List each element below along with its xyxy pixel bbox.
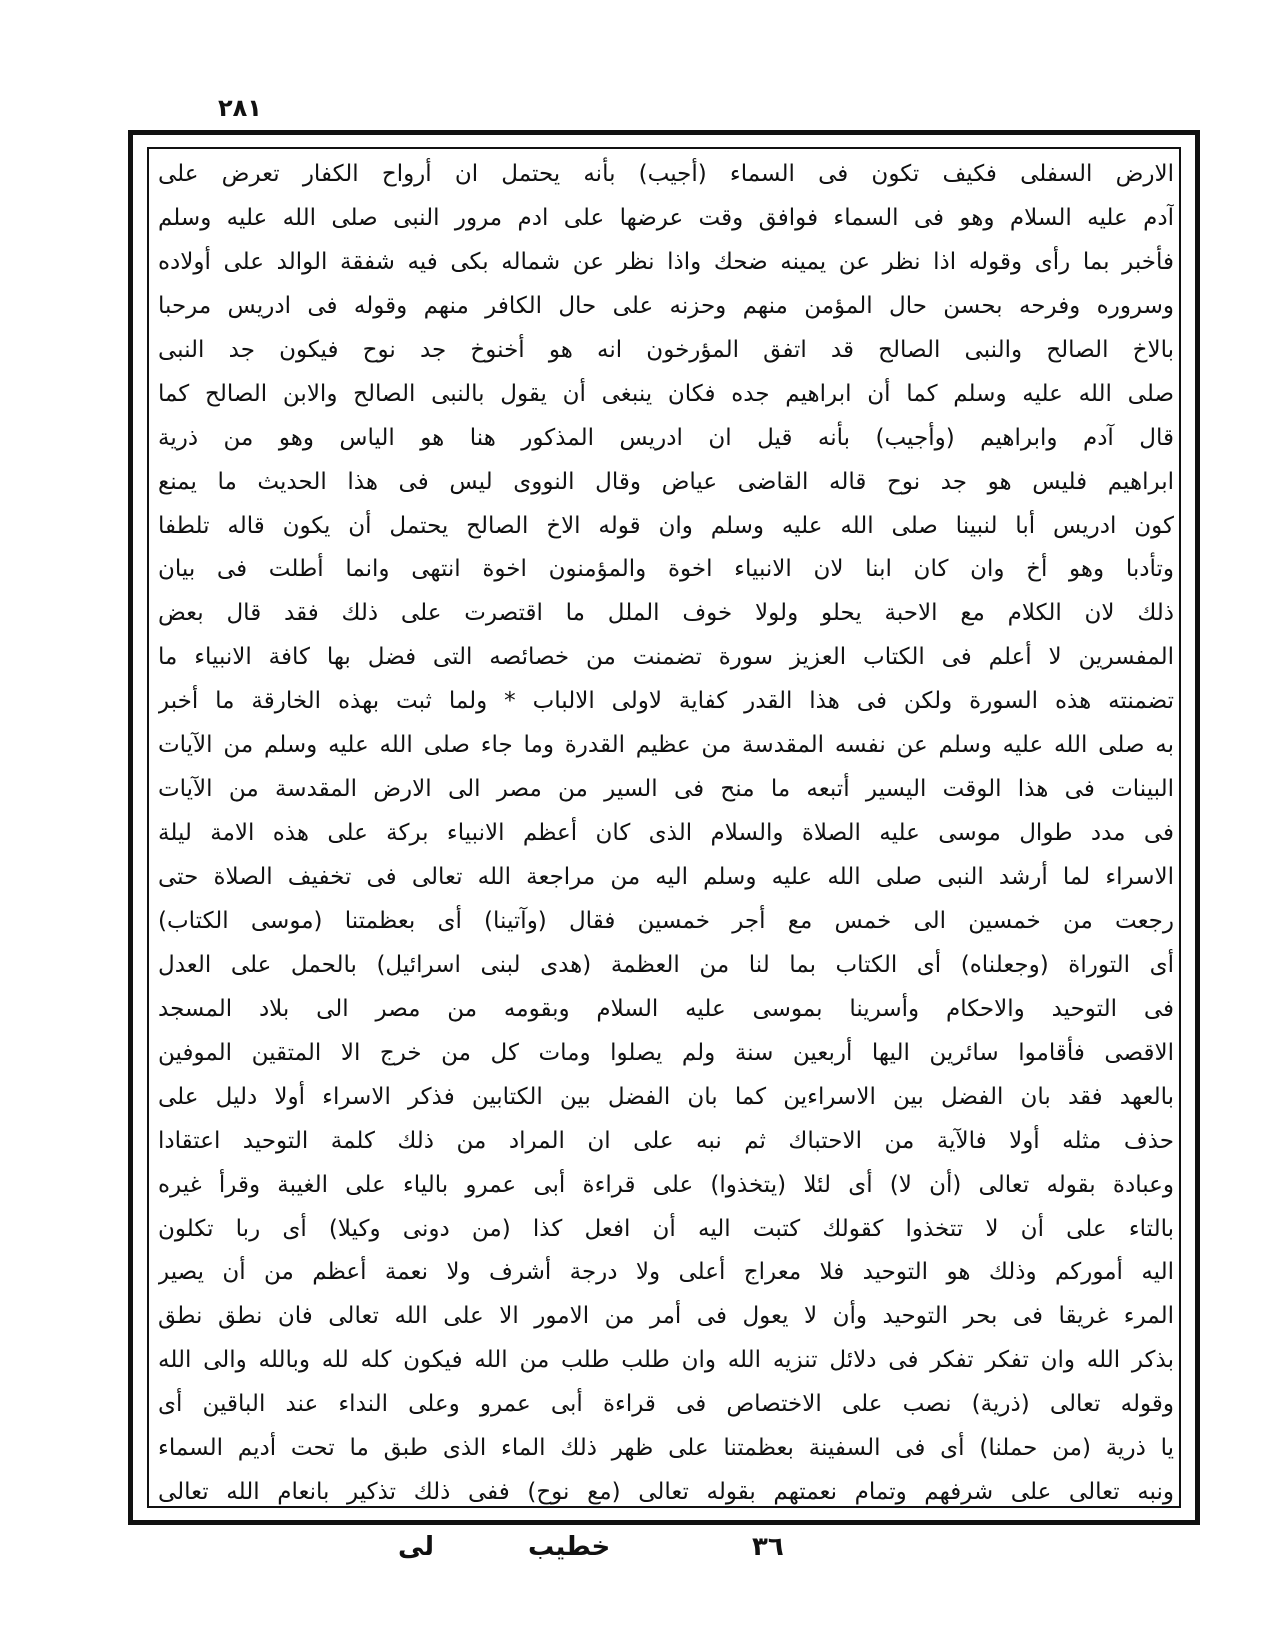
text-line: كون ادريس أبا لنبينا صلى الله عليه وسلم وان قوله الاخ الصالح يحتمل أن يكون قاله تلطفا: [158, 512, 1174, 539]
text-line: بالعهد فقد بان الفضل بين الاسراءين كما بان الفضل بين الكتابين فذكر الاسراء أولا دليل على: [158, 1083, 1174, 1110]
text-line: ابراهيم فليس هو جد نوح قاله القاضى عياض وقال النووى ليس فى هذا الحديث ما يمنع: [158, 468, 1174, 495]
text-line: فى التوحيد والاحكام وأسرينا بموسى عليه السلام وبقومه من مصر الى بلاد المسجد: [158, 995, 1174, 1022]
text-line: الاسراء لما أرشد النبى صلى الله عليه وسلم اليه من مراجعة الله تعالى فى تخفيف الصلاة حتى: [158, 864, 1174, 890]
text-line: به صلى الله عليه وسلم عن نفسه المقدسة من عظيم القدرة وما جاء صلى الله عليه وسلم من الآيات: [158, 732, 1174, 759]
text-line: البينات فى هذا الوقت اليسير أتبعه ما منح فى السير من مصر الى الارض المقدسة من الآيات: [158, 776, 1174, 803]
text-line: قال آدم وابراهيم (وأجيب) بأنه قيل ان ادريس المذكور هنا هو الياس وهو من ذرية: [158, 424, 1174, 451]
page-footer: [0, 1532, 1275, 1572]
text-line: الارض السفلى فكيف تكون فى السماء (أجيب) بأنه يحتمل ان أرواح الكفار تعرض على: [158, 161, 1174, 187]
text-line: بالتاء على أن لا تتخذوا كقولك كتبت اليه أن افعل كذا (من دونى وكيلا) أى ربا تكلون: [158, 1215, 1174, 1242]
text-line: المفسرين لا أعلم فى الكتاب العزيز سورة تضمنت من خصائصه التى فضل بها كافة الانبياء ما: [158, 644, 1174, 671]
text-line: حذف مثله أولا فالآية من الاحتباك ثم نبه على ان المراد من ذلك كلمة التوحيد اعتقادا: [158, 1127, 1174, 1154]
text-line: بذكر الله وان تفكر تفكر فى دلائل تنزيه الله وان طلب طلب من الله فيكون كله لله وبالله والى الله: [158, 1347, 1174, 1374]
footer-author: خطيب: [528, 1532, 611, 1562]
text-line: رجعت من خمسين الى خمس مع أجر خمسين فقال (وآتينا) أى بعظمتنا (موسى الكتاب): [158, 907, 1174, 934]
footer-page-number: ٣٦: [752, 1532, 784, 1562]
text-line: صلى الله عليه وسلم كما أن ابراهيم جده فكان ينبغى أن يقول بالنبى الصالح والابن الصالح كما: [158, 380, 1174, 407]
text-line: أى التوراة (وجعلناه) أى الكتاب بما لنا من العظمة (هدى لبنى اسرائيل) بالحمل على العدل: [158, 951, 1174, 978]
text-line: بالاخ الصالح والنبى الصالح قد اتفق المؤرخون انه هو أخنوخ جد نوح فيكون جد النبى: [158, 336, 1174, 363]
text-line: وسروره وفرحه بحسن حال المؤمن منهم وحزنه على حال الكافر منهم وقوله فى ادريس مرحبا: [158, 292, 1174, 319]
text-line: فى مدد طوال موسى عليه الصلاة والسلام الذى كان أعظم الانبياء بركة على هذه الامة ليلة: [158, 820, 1174, 847]
text-block: [158, 152, 1174, 1514]
text-line: وقوله تعالى (ذرية) نصب على الاختصاص فى قراءة أبى عمرو وعلى النداء عند الباقين أى: [158, 1391, 1174, 1418]
text-line: آدم عليه السلام وهو فى السماء فوافق وقت عرضها على ادم مرور النبى صلى الله عليه وسلم: [158, 204, 1174, 231]
page-number: ٢٨١: [218, 94, 262, 122]
text-line: وتأدبا وهو أخ وان كان ابنا لان الانبياء اخوة والمؤمنون اخوة انتهى وانما أطلت فى بيان: [158, 556, 1174, 583]
text-line: يا ذرية (من حملنا) أى فى السفينة بعظمتنا على ظهر ذلك الماء الذى طبق ما تحت أديم السماء: [158, 1435, 1174, 1462]
text-line: اليه أموركم وذلك هو التوحيد فلا معراج أعلى ولا درجة أشرف ولا نعمة أعظم من أن يصير: [158, 1259, 1174, 1286]
text-line: ذلك لان الكلام مع الاحبة يحلو ولولا خوف الملل ما اقتصرت على ذلك فقد قال بعض: [158, 600, 1174, 627]
text-line: ونبه تعالى على شرفهم وتمام نعمتهم بقوله تعالى (مع نوح) ففى ذلك تذكير بانعام الله تعالى: [158, 1479, 1174, 1506]
text-line: وعبادة بقوله تعالى (أن لا) أى لئلا (يتخذوا) على قراءة أبى عمرو بالياء على الغيبة وقرأ غيره: [158, 1171, 1174, 1198]
text-line: تضمنته هذه السورة ولكن فى هذا القدر كفاية لاولى الالباب * ولما ثبت بهذه الخارقة ما أخبر: [158, 688, 1174, 715]
text-line: فأخبر بما رأى وقوله اذا نظر عن يمينه ضحك واذا نظر عن شماله بكى فيه شفقة الوالد على أولاده: [158, 248, 1174, 275]
text-line: الاقصى فأقاموا سائرين اليها أربعين سنة ولم يصلوا ومات كل من خرج الا المتقين الموفين: [158, 1039, 1174, 1066]
footer-letter: لى: [398, 1532, 435, 1562]
text-line: المرء غريقا فى بحر التوحيد وأن لا يعول فى أمر من الامور الا على الله تعالى فان نطق نطق: [158, 1303, 1174, 1330]
